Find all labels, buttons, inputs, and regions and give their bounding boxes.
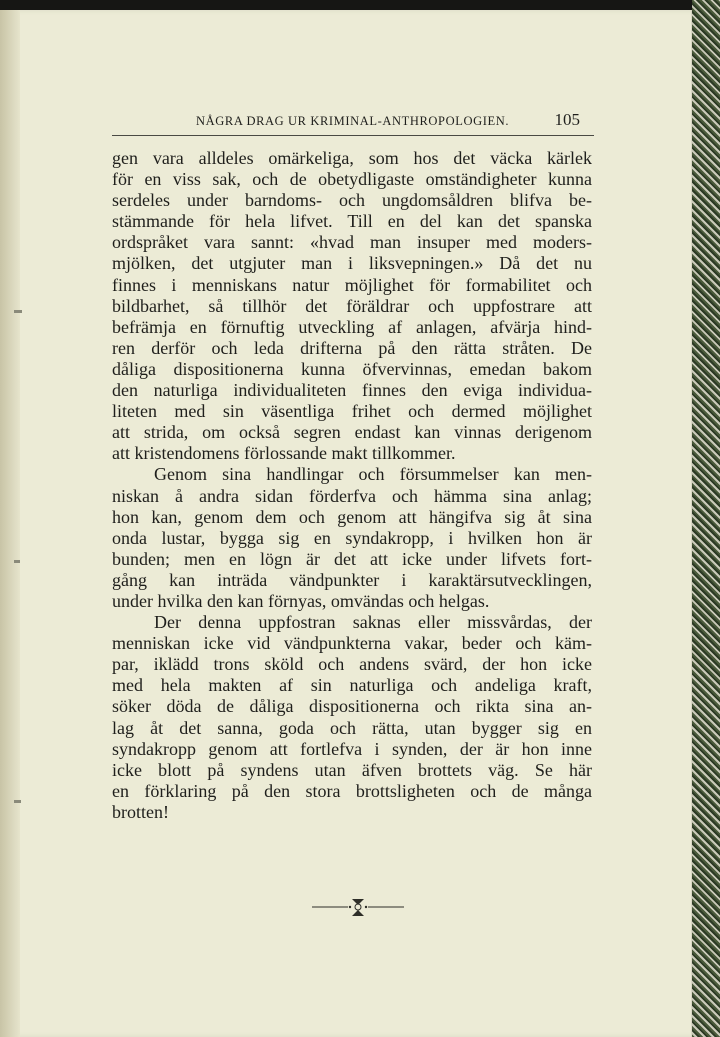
text-line: befrämja en förnuftig utveckling af anlagen, afvärja hind- [112,316,592,337]
text-line: hon kan, genom dem och genom att hängifva sig åt sina [112,506,592,527]
text-line: under hvilka den kan förnyas, omvändas och helgas. [112,590,490,611]
text-line: att strida, om också segren endast kan vinnas derigenom [112,422,592,443]
text-line: gång kan inträda vändpunkter i karaktärsutvecklingen, [112,569,592,590]
text-line: niskan å andra sidan förderfva och hämma sina anlag; [112,485,592,506]
text-line: syndakropp genom att fortlefva i synden, der är hon inne [112,738,592,759]
text-line: söker döda de dåliga dispositionerna och rikta sina an- [112,696,592,717]
text-line: ordspråket vara sannt: «hvad man insuper med moders- [112,232,592,253]
header-rule [112,135,594,136]
text-line: serdeles under barndoms- och ungdomsåldren blifva be- [112,190,592,211]
text-line: mjölken, det utgjuter man i liksvepningen.» Då det nu [112,253,592,274]
text-line: med hela makten af sin naturliga och andeliga kraft, [112,675,592,696]
text-line: brotten! [112,801,169,822]
text-line: gen vara alldeles omärkeliga, som hos det väcka kärlek [112,148,592,168]
text-line: ren derför och leda drifterna på den rätta stråten. De [112,337,592,358]
text-line: par, iklädd trons sköld och andens svärd, der hon icke [112,654,592,675]
text-line: liteten med sin väsentliga frihet och dermed möjlighet [112,401,592,422]
text-line: en förklaring på den stora brottsligheten och de många [112,780,592,801]
text-line: finnes i menniskans natur möjlighet för formabilitet och [112,274,592,295]
body-text [112,148,592,823]
book-binding-edge [692,0,720,1037]
page-number: 105 [554,110,580,129]
margin-mark [14,560,20,563]
margin-mark [14,310,22,313]
text-line: stämmande för hela lifvet. Till en del kan det spanska [112,211,592,232]
text-line: dåliga dispositionerna kunna öfvervinnas, emedan bakom [112,358,592,379]
running-header [196,110,580,134]
text-line: bunden; men en lögn är det att icke under lifvets fort- [112,548,592,569]
text-line: den naturliga individualiteten finnes den eviga individua- [112,380,592,401]
text-line: Der denna uppfostran saknas eller missvårdas, der [154,612,592,633]
text-line: onda lustar, bygga sig en syndakropp, i hvilken hon är [112,527,592,548]
running-title: NÅGRA DRAG UR KRIMINAL-ANTHROPOLOGIEN. [196,114,510,128]
margin-mark [14,800,21,803]
page-gutter [0,10,20,1037]
text-line: för en viss sak, och de obetydligaste omständigheter kunna [112,169,592,190]
end-ornament-icon [310,896,406,918]
text-line: bildbarhet, så tillhör det föräldrar och uppfostrare att [112,295,592,316]
text-line: icke blott på syndens utan äfven brottets väg. Se här [112,759,592,780]
text-line: att kristendomens förlossande makt tillkommer. [112,443,456,464]
text-line: Genom sina handlingar och försummelser kan men- [154,464,592,485]
text-line: menniskan icke vid vändpunkterna vakar, beder och käm- [112,633,592,654]
text-line: lag åt det sanna, goda och rätta, utan bygger sig en [112,717,592,738]
